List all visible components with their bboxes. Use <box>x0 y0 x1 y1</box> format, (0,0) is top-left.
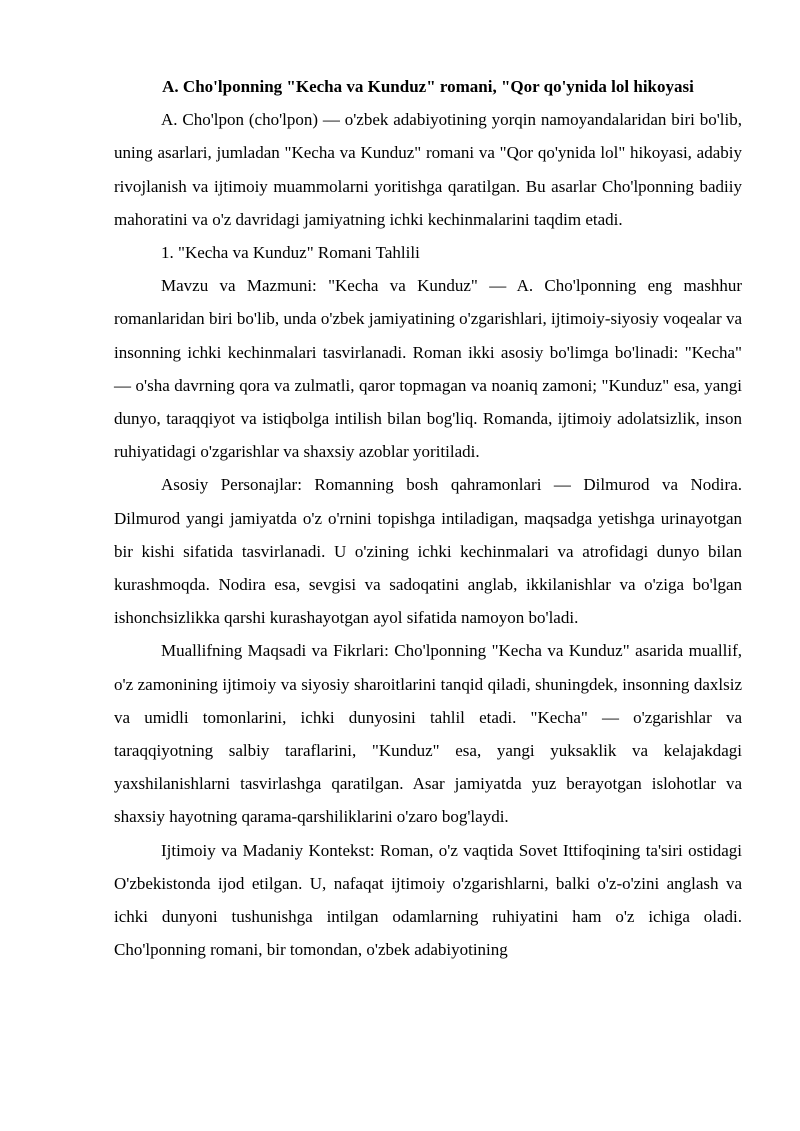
document-title: A. Cho'lponning "Kecha va Kunduz" romani, "Qor qo'ynida lol hikoyasi <box>162 77 694 96</box>
document-page <box>114 70 742 966</box>
paragraph-intro: A. Cho'lpon (cho'lpon) — o'zbek adabiyotining yorqin namoyandalaridan biri bo'lib, uning asarlari, jumladan "Kecha va Kunduz" romani va "Qor qo'ynida lol" hikoyasi, adabiy rivojlanish va ijtimoiy muammolarni yoritishga qaratilgan. Bu asarlar Cho'lponning badiiy mahoratini va o'z davridagi jamiyatning ichki kechinmalarini taqdim etadi. <box>114 110 742 229</box>
paragraph-mavzu-mazmuni: Mavzu va Mazmuni: "Kecha va Kunduz" — A. Cho'lponning eng mashhur romanlaridan biri bo'lib, unda o'zbek jamiyatining o'zgarishlari, ijtimoiy-siyosiy voqealar va insonning ichki kechinmalari tasvirlanadi. Roman ikki asosiy bo'limga bo'linadi: "Kecha" — o'sha davrning qora va zulmatli, qaror topmagan va noaniq zamoni; "Kunduz" esa, yangi dunyo, taraqqiyot va istiqbolga intilish bilan bog'liq. Romanda, ijtimoiy adolatsizlik, inson ruhiyatidagi o'zgarishlar va shaxsiy azoblar yoritiladi. <box>114 276 742 462</box>
paragraph-asosiy-personajlar: Asosiy Personajlar: Romanning bosh qahramonlari — Dilmurod va Nodira. Dilmurod yangi jamiyatda o'z o'rnini topishga intiladigan, maqsadga yetishga urinayotgan bir kishi sifatida tasvirlanadi. U o'zining ichki kechinmalari va atrofidagi dunyo bilan kurashmoqda. Nodira esa, sevgisi va sadoqatini anglab, ikkilanishlar va o'ziga bo'lgan ishonchsizlikka qarshi kurashayotgan ayol sifatida namoyon bo'ladi. <box>114 475 742 628</box>
section-heading-roman-tahlili: 1. "Kecha va Kunduz" Romani Tahlili <box>161 243 420 263</box>
paragraph-ijtimoiy-kontekst: Ijtimoiy va Madaniy Kontekst: Roman, o'z vaqtida Sovet Ittifoqining ta'siri ostidagi O'zbekistonda ijod etilgan. U, nafaqat ijtimoiy o'zgarishlarni, balki o'z-o'zini anglash va ichki dunyoni tushunishga intilgan odamlarning ruhiyatini ham o'z ichiga oladi. Cho'lponning romani, bir tomondan, o'zbek adabiyotining <box>114 840 742 960</box>
paragraph-muallif-maqsadi: Muallifning Maqsadi va Fikrlari: Cho'lponning "Kecha va Kunduz" asarida muallif, o'z zamonining ijtimoiy va siyosiy sharoitlarini tanqid qiladi, shuningdek, insonning daxlsiz va umidli tomonlarini, ichki dunyosini tahlil etadi. "Kecha" — o'zgarishlar va taraqqiyotning salbiy taraflarini, "Kunduz" esa, yangi yuksaklik va kelajakdagi yaxshilanishlarni tasvirlashga qaratilgan. Asar jamiyatda yuz berayotgan islohotlar va shaxsiy hayotning qarama-qarshiliklarini o'zaro bog'laydi. <box>114 641 742 827</box>
